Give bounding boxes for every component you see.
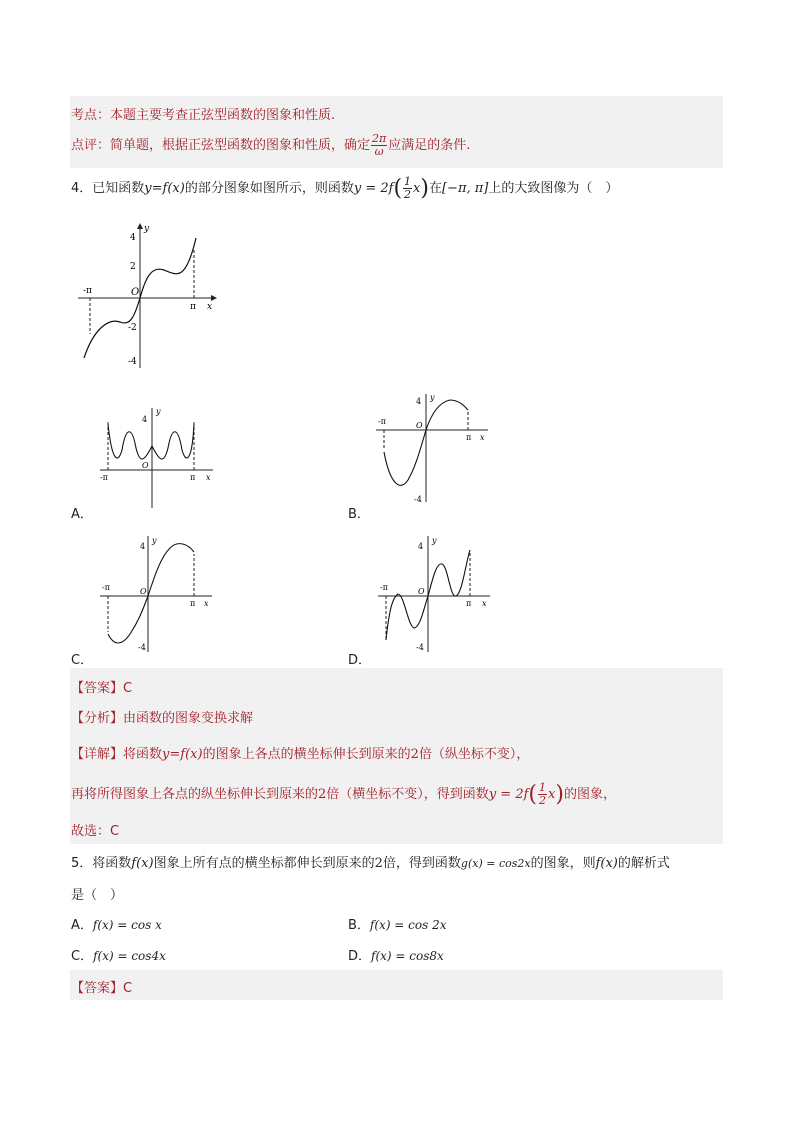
tick-x-pi: π (190, 599, 196, 608)
y-axis-label: y (432, 536, 437, 545)
detail4-var: x (548, 787, 556, 802)
answer5-value: C (123, 981, 133, 996)
q5-option-b[interactable] (348, 914, 447, 933)
detail4-line2-num: 2 (318, 787, 327, 802)
q4-yexpr: y = 2f (353, 181, 394, 196)
tick-y-4: 4 (142, 415, 148, 424)
dianping-label: 点评： (71, 138, 111, 153)
q4-paren-close: ) (420, 176, 429, 201)
q5-option-d[interactable] (348, 945, 444, 964)
q5-option-d-expr: f(x) = cos8x (371, 949, 444, 963)
tick-y-4: 4 (140, 542, 146, 551)
q5-num: 2 (374, 856, 383, 871)
answer5-label: 【答案】 (71, 981, 124, 996)
option-b-graph (374, 390, 494, 506)
option-c-label[interactable]: C． (71, 653, 94, 668)
tick-x-pi: π (466, 433, 472, 442)
detail4-expr: y = 2f (488, 787, 529, 802)
tick-y-neg2: -2 (128, 323, 137, 333)
origin-label: O (418, 587, 425, 596)
tick-y-neg4: -4 (414, 495, 422, 504)
tick-x-negpi: -π (378, 417, 386, 426)
q4-paren-open: ( (393, 176, 403, 201)
option-a-label[interactable]: A． (71, 507, 93, 522)
answer4-label: 【答案】 (71, 681, 124, 696)
answer4-value: C (123, 681, 133, 696)
x-axis-label: x (482, 599, 487, 608)
detail4-line2-b: 倍（横坐标不变），得到函数 (326, 787, 489, 802)
origin-label: O (416, 421, 423, 430)
tick-y-4: 4 (416, 397, 422, 406)
detail4-line1-b: 的图象上各点的横坐标伸长到原来的 (202, 747, 411, 762)
q4-text3: 在 (428, 181, 442, 196)
q5-fx2: f(x) (595, 856, 618, 871)
q4-half (403, 176, 412, 201)
q5-fx: f(x) (131, 856, 154, 871)
tick-y-2: 2 (130, 262, 136, 272)
q5-text1: 将函数 (92, 856, 132, 871)
q4-text1: 已知函数 (92, 181, 145, 196)
option-b-label[interactable]: B． (348, 507, 370, 522)
kaodian-line (71, 104, 335, 123)
q5-number: 5． (71, 856, 93, 871)
x-axis-label: x (204, 599, 209, 608)
q5-text2: 图象上所有点的横坐标都伸长到原来的 (153, 856, 375, 871)
q4-number: 4． (71, 181, 93, 196)
answer5-line (71, 977, 132, 996)
detail4-half-num: 1 (539, 781, 546, 794)
x-axis-label: x (206, 473, 211, 482)
tick-x-pi: π (190, 473, 196, 482)
y-axis-label: y (144, 224, 150, 234)
kaodian-label: 考点： (71, 108, 111, 123)
detail4-line2-c: 的图象， (563, 787, 616, 802)
kaodian-text: 本题主要考查正弦型函数的图象和性质. (110, 108, 336, 123)
analysis4-label: 【分析】 (71, 711, 124, 726)
tick-y-neg4: -4 (416, 643, 424, 652)
q4-interval: [−π, π] (441, 181, 489, 196)
tick-x-negpi: -π (83, 286, 92, 296)
q4-half-den: 2 (404, 188, 412, 201)
detail4-line1-a: 将函数 (123, 747, 163, 762)
q5-option-a[interactable] (71, 914, 162, 933)
dianping-frac-num: 2π (372, 132, 387, 145)
curve-a (108, 424, 194, 459)
q4-text2: 的部分图象如图所示，则函数 (184, 181, 354, 196)
tick-x-negpi: -π (100, 473, 108, 482)
origin-label: O (131, 287, 140, 298)
curve-c (108, 544, 194, 643)
dianping-text-after: 应满足的条件. (388, 138, 471, 153)
tick-y-neg4: -4 (138, 643, 146, 652)
detail4-line1-num: 2 (410, 747, 419, 762)
q5-option-c-label: C． (71, 949, 94, 964)
q5-option-c[interactable] (71, 945, 166, 964)
detail4-line2-a: 再将所得图象上各点的纵坐标伸长到原来的 (71, 787, 319, 802)
x-axis-label: x (480, 433, 485, 442)
detail4-fx: y=f(x) (162, 747, 203, 762)
q4-text4: 上的大致图像为（ ） (488, 181, 619, 196)
dianping-text: 简单题，根据正弦型函数的图象和性质，确定 (110, 138, 371, 153)
q5-text5: 的解析式 (617, 856, 670, 871)
option-a-graph (98, 402, 218, 512)
q5-text4: 的图象，则 (530, 856, 596, 871)
tick-y-4: 4 (418, 542, 424, 551)
detail4-half-den: 2 (539, 794, 546, 807)
option-d-graph (376, 532, 496, 654)
x-axis-label: x (207, 302, 213, 312)
option-c-graph (98, 532, 218, 654)
q5-text6: 是（ ） (71, 888, 124, 903)
answer4-line (71, 677, 132, 696)
q5-option-a-expr: f(x) = cos x (92, 918, 162, 932)
q5-option-b-label: B． (348, 918, 370, 933)
q4-var: x (413, 181, 421, 196)
detail4-line1-c: 倍（纵坐标不变）， (418, 747, 530, 762)
q5-text3: 倍，得到函数 (382, 856, 461, 871)
q4-fx: y=f(x) (144, 181, 185, 196)
q5-option-c-expr: f(x) = cos4x (93, 949, 166, 963)
dianping-frac-den: ω (374, 145, 384, 158)
dianping-line (71, 133, 470, 158)
q5-option-a-label: A． (71, 918, 93, 933)
detail4-line3 (71, 820, 119, 839)
tick-x-pi: π (466, 599, 472, 608)
option-d-label[interactable]: D． (348, 653, 372, 668)
y-axis-label: y (430, 393, 435, 402)
analysis4-text: 由函数的图象变换求解 (123, 711, 254, 726)
detail4-paren-close: ) (555, 782, 564, 807)
tick-x-negpi: -π (102, 583, 110, 592)
q5-option-d-label: D． (348, 949, 372, 964)
tick-x-negpi: -π (380, 583, 388, 592)
tick-x-pi: π (190, 302, 196, 312)
q4-stem (71, 176, 618, 201)
q5-stem-line2 (71, 884, 123, 903)
detail4-conclusion: 故选：C (71, 824, 120, 839)
main-graph (74, 218, 224, 378)
detail4-line2 (71, 782, 616, 807)
detail4-paren-open: ( (528, 782, 537, 807)
detail4-half (538, 782, 547, 807)
detail4-label: 【详解】 (71, 747, 124, 762)
q5-option-b-expr: f(x) = cos 2x (369, 918, 447, 932)
origin-label: O (140, 587, 147, 596)
detail4-line1 (71, 743, 529, 762)
q4-half-num: 1 (404, 175, 412, 188)
analysis4-line (71, 707, 253, 726)
origin-label: O (142, 461, 149, 470)
tick-y-neg4: -4 (128, 357, 137, 367)
y-axis-label: y (156, 407, 161, 416)
dianping-fraction (371, 133, 387, 158)
q5-gx: g(x) = cos2x (460, 857, 531, 870)
q5-stem-line1 (71, 852, 670, 871)
tick-y-4: 4 (130, 233, 136, 243)
y-axis-label: y (152, 536, 157, 545)
q5-answer-block (70, 970, 723, 1000)
